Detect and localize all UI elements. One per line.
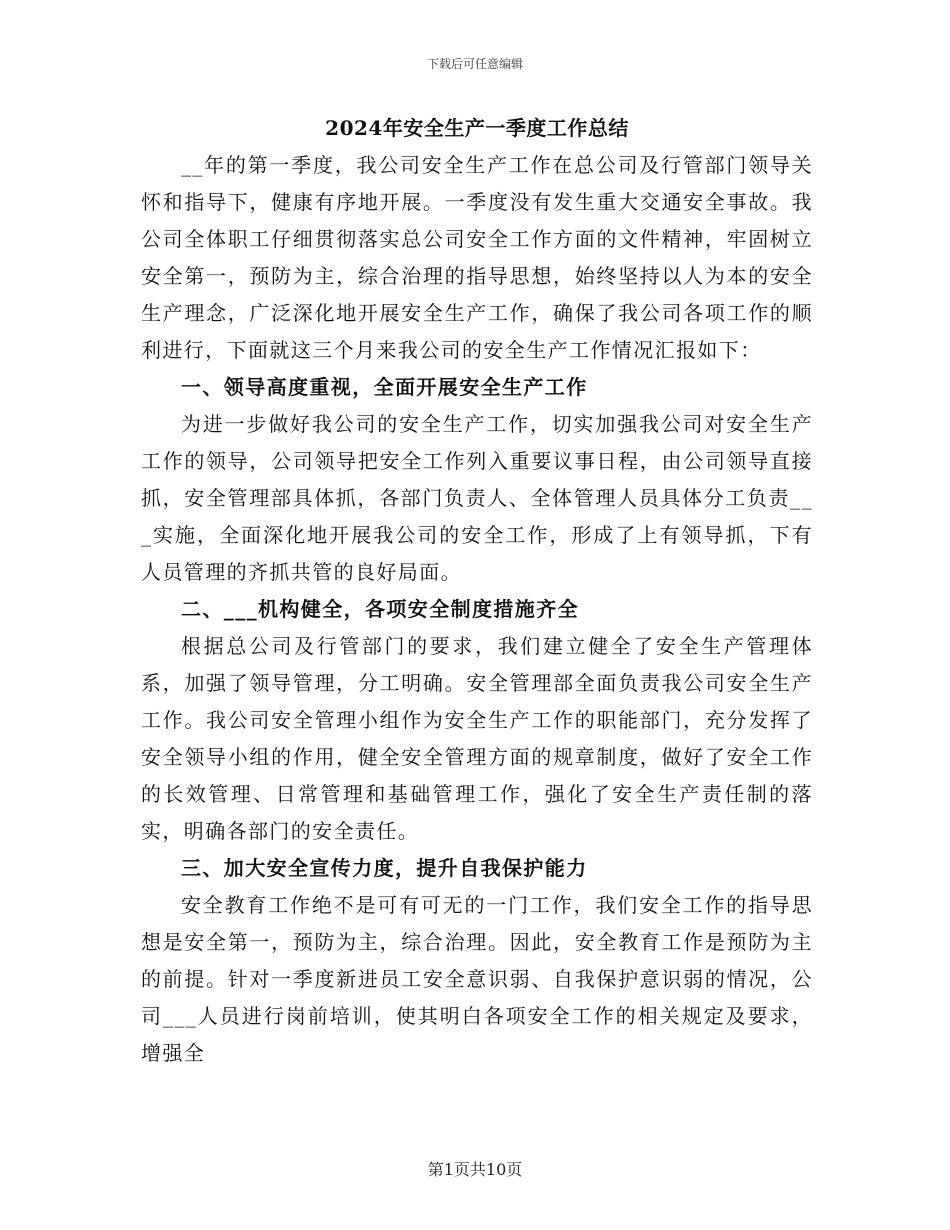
section-heading-3: 三、加大安全宣传力度，提升自我保护能力 [181, 856, 588, 880]
header-note: 下载后可任意编辑 [426, 57, 523, 71]
section-heading-1: 一、领导高度重视，全面开展安全生产工作 [181, 375, 588, 399]
intro-paragraph: __年的第一季度，我公司安全生产工作在总公司及行管部门领导关怀和指导下，健康有序地开展。一季度没有发生重大交通安全事故。我公司全体职工仔细贯彻落实总公司安全工作方面的文件精神，牢固树立安全第一，预防为主，综合治理的指导思想，始终坚持以人为本的安全生产理念，广泛深化地开展安全生产工作，确保了我公司各项工作的顺利进行，下面就这三个月来我公司的安全生产工作情况汇报如下： [141, 153, 813, 362]
section-body-3: 安全教育工作绝不是可有可无的一门工作，我们安全工作的指导思想是安全第一，预防为主，综合治理。因此，安全教育工作是预防为主的前提。针对一季度新进员工安全意识弱、自我保护意识弱的情况，公司___人员进行岗前培训，使其明白各项安全工作的相关规定及要求，增强全 [141, 893, 813, 1065]
page-footer: 第1页共10页 [427, 1160, 523, 1179]
section-body-1: 为进一步做好我公司的安全生产工作，切实加强我公司对安全生产工作的领导，公司领导把安全工作列入重要议事日程，由公司领导直接抓，安全管理部具体抓，各部门负责人、全体管理人员具体分工负责___实施，全面深化地开展我公司的安全工作，形成了上有领导抓，下有人员管理的齐抓共管的良好局面。 [141, 412, 813, 584]
section-body-2: 根据总公司及行管部门的要求，我们建立健全了安全生产管理体系，加强了领导管理，分工明确。安全管理部全面负责我公司安全生产工作。我公司安全管理小组作为安全生产工作的职能部门，充分发挥了安全领导小组的作用，健全安全管理方面的规章制度，做好了安全工作的长效管理、日常管理和基础管理工作，强化了安全生产责任制的落实，明确各部门的安全责任。 [141, 634, 813, 843]
document-body [141, 112, 813, 1072]
document-title: 2024年安全生产一季度工作总结 [325, 116, 629, 140]
section-heading-2: 二、___机构健全，各项安全制度措施齐全 [181, 597, 579, 621]
